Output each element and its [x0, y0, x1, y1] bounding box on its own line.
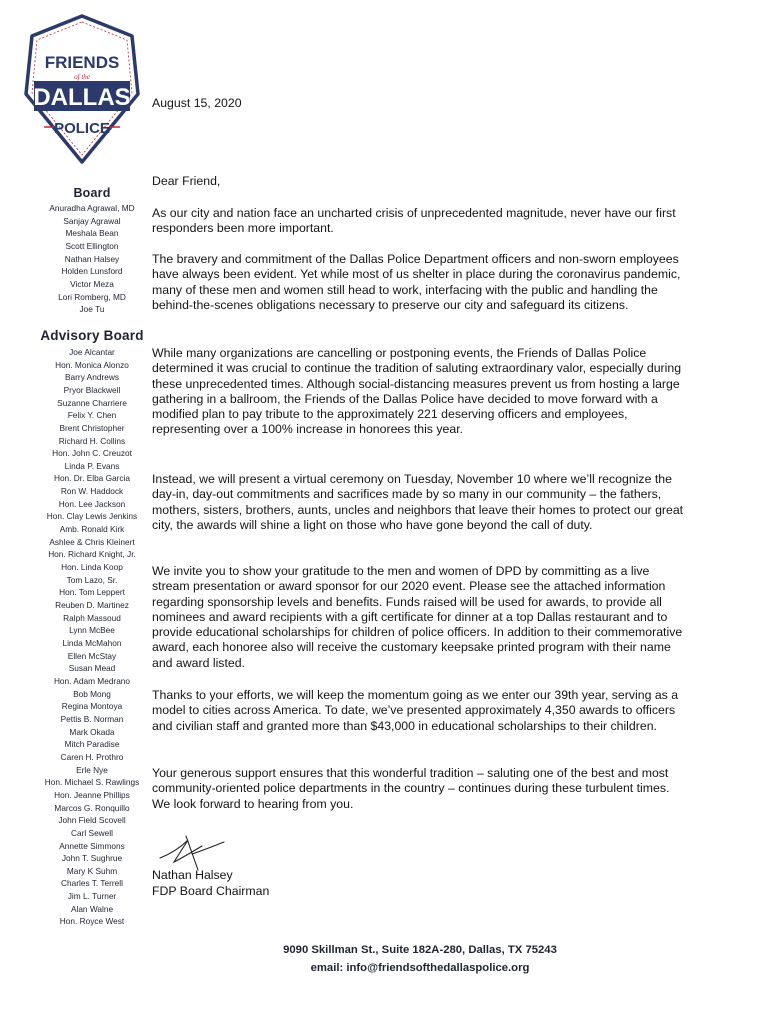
advisory-member: Hon. Michael S. Rawlings [44, 777, 140, 788]
board-member: Anuradha Agrawal, MD [49, 203, 135, 213]
advisory-member: Bob Mong [73, 688, 111, 699]
board-member: Scott Ellington [65, 240, 119, 251]
signer-name: Nathan Halsey [152, 868, 233, 882]
advisory-member: John T. Sughrue [61, 853, 123, 864]
letter-paragraph: Your generous support ensures that this wonderful tradition – saluting one of the best and most community-oriented police departments in the country – continues during these turbulent times. We look forward to hearing from you. [152, 766, 670, 811]
signature-scribble [152, 828, 292, 872]
advisory-member: Regina Montoya [61, 701, 123, 712]
advisory-member: Brent Christopher [59, 422, 125, 433]
advisory-member: Linda McMahon [62, 638, 122, 648]
footer-address: 9090 Skillman St., Suite 182A-280, Dallas, TX 75243 [283, 944, 557, 956]
advisory-member: Erle Nye [76, 764, 108, 775]
advisory-member: Marcos G. Ronquillo [54, 802, 130, 813]
advisory-member: Annette Simmons [59, 840, 125, 851]
logo-line-dallas: DALLAS [33, 84, 131, 111]
board-member: Sanjay Agrawal [63, 215, 121, 226]
logo-line-friends: FRIENDS [44, 53, 120, 72]
advisory-member: Hon. Clay Lewis Jenkins [46, 511, 138, 522]
board-member: Lori Romberg, MD [58, 291, 126, 302]
advisory-member: Hon. Linda Koop [61, 562, 123, 573]
advisory-member: Richard H. Collins [58, 435, 126, 446]
advisory-member: Susan Mead [68, 663, 116, 674]
advisory-member: Mary K Suhm [66, 865, 118, 876]
logo-line-of-the: of the [74, 73, 90, 81]
advisory-member: Hon. Richard Knight, Jr. [48, 549, 136, 560]
signer-title: FDP Board Chairman [152, 884, 270, 898]
advisory-member: Alan Walne [70, 903, 114, 914]
friends-of-dallas-police-logo [24, 14, 140, 164]
letter-paragraph: Thanks to your efforts, we will keep the momentum going as we enter our 39th year, serving as a model to cities across America. To date, we’ve presented approximately 4,350 awards to officers and civilian staff and granted more than $43,000 in educational scholarships to their children. [152, 688, 679, 733]
advisory-board-members [14, 346, 170, 928]
advisory-member: Suzanne Charriere [57, 397, 127, 408]
advisory-member: Lynn McBee [69, 625, 115, 636]
advisory-member: Mitch Paradise [64, 739, 120, 750]
advisory-member: John Field Scovell [58, 815, 126, 826]
advisory-member: Hon. Jeanne Phillips [54, 789, 130, 800]
board-members [14, 202, 170, 316]
advisory-member: Caren H. Prothro [60, 751, 124, 762]
footer-email: email: info@friendsofthedallaspolice.org [310, 962, 530, 974]
advisory-member: Carl Sewell [71, 827, 113, 838]
advisory-member: Ellen McStay [67, 650, 117, 661]
letter-paragraph: As our city and nation face an uncharted crisis of unprecedented magnitude, never have our first responders been more important. [152, 206, 676, 236]
advisory-member: Reuben D. Martinez [55, 600, 129, 611]
advisory-member: Tom Lazo, Sr. [66, 574, 118, 585]
letter-paragraph: Instead, we will present a virtual ceremony on Tuesday, November 10 where we’ll recognize the day-in, day-out commitments and sacrifices made by so many in our community – the fathers, mothers, sisters, brothers, aunts, uncles and neighbors that leave their homes to protect our great city, the awards will shine a light on those who have gone beyond the call of duty. [152, 472, 684, 532]
advisory-member: Hon. John C. Creuzot [52, 448, 132, 459]
advisory-member: Hon. Royce West [59, 916, 125, 927]
board-member: Nathan Halsey [64, 253, 120, 264]
advisory-member: Hon. Lee Jackson [58, 498, 126, 509]
letter-paragraph: While many organizations are cancelling or postponing events, the Friends of Dallas Police determined it was crucial to continue the tradition of saluting extraordinary valor, especially during these unprecedented times. Although social-distancing measures prevent us from hosting a large gathering in a ballroom, the Friends of the Dallas Police have decided to move forward with a modified plan to pay tribute to the approximately 221 deserving officers and employees, representing over a 100% increase in honorees this year. [152, 346, 682, 437]
sidebar-board-list [14, 186, 170, 928]
advisory-member: Jim L. Turner [67, 891, 117, 902]
advisory-member: Ralph Massoud [63, 612, 121, 623]
advisory-member: Amb. Ronald Kirk [59, 524, 125, 535]
logo-line-police: POLICE [54, 120, 110, 137]
board-heading: Board [73, 186, 111, 200]
board-member: Victor Meza [70, 278, 114, 289]
advisory-member: Charles T. Terrell [61, 878, 123, 889]
letter-paragraph: The bravery and commitment of the Dallas Police Department officers and non-sworn employees have always been evident. Yet while most of us shelter in place during the coronavirus pandemic, many of these men and women still head to work, interfacing with the public and handling the behind-the-scenes obligations necessary to preserve our city and safeguard its citizens. [152, 252, 681, 312]
board-member: Holden Lunsford [61, 266, 123, 277]
advisory-member: Ashlee & Chris Kleinert [49, 536, 135, 547]
advisory-board-heading: Advisory Board [40, 327, 144, 343]
advisory-member: Hon. Monica Alonzo [55, 359, 129, 370]
advisory-member: Pettis B. Norman [60, 713, 124, 724]
advisory-member: Linda P. Evans [64, 460, 120, 471]
advisory-member: Felix Y. Chen [67, 410, 117, 421]
board-member: Meshala Bean [65, 228, 119, 239]
advisory-member: Ron W. Haddock [60, 486, 124, 497]
letter-paragraph: We invite you to show your gratitude to the men and women of DPD by committing as a live stream presentation or award sponsor for our 2020 event. Please see the attached information regarding sponsorship levels and benefits. Funds raised will be used for awards, to provide all nominees and award recipients with a gift certificate for dinner at a top Dallas restaurant and to provide educational scholarships for children of police officers. In addition to their commemorative award, each honoree also will receive the customary keepsake printed program with their name and award listed. [152, 564, 683, 670]
advisory-member: Hon. Adam Medrano [53, 675, 131, 686]
board-member: Joe Tu [79, 304, 105, 315]
advisory-member: Joe Alcantar [69, 346, 115, 357]
advisory-member: Hon. Dr. Elba Garcia [53, 473, 131, 484]
advisory-member: Hon. Tom Leppert [59, 587, 125, 598]
letter-salutation: Dear Friend, [152, 174, 221, 188]
letter-date: August 15, 2020 [152, 96, 242, 110]
advisory-member: Barry Andrews [65, 372, 119, 383]
advisory-member: Pryor Blackwell [63, 384, 121, 395]
advisory-member: Mark Okada [69, 726, 115, 737]
